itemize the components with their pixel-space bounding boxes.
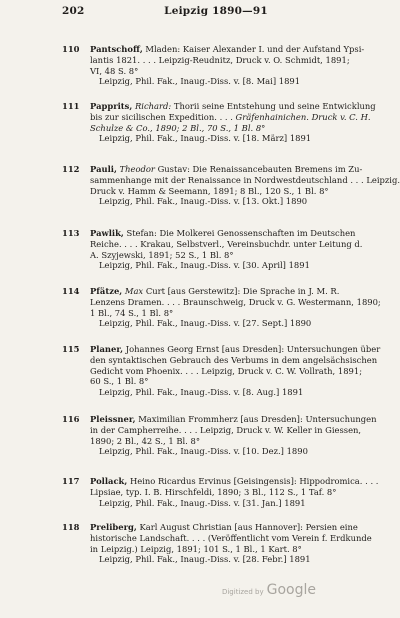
entry-author: Pleissner, [90,414,136,424]
bibliography-entry-113: 113 Pawlik, Stefan: Die Molkerei Genossenschaften im Deutschen Reiche. . . . Krakau, Selbstverl., Vereinsbuchdr. unter Leitung d. A. Szyjewski, 1891; 52 S., 1 Bl. 8° Leipzig, Phil. Fak., Inaug.-Diss. v. [30. April] 1891 [62,228,363,271]
running-title: Leipzig 1890—91 [164,5,268,17]
entry-author: Papprits, [90,101,133,111]
page-header [62,5,370,19]
entry-number: 112 [62,164,80,174]
bibliography-entry-118: 118 Preliberg, Karl August Christian [aus Hannover]: Persien eine historische Landschaft. . . . (Veröffentlicht vom Verein f. Erdkunde in Leipzig.) Leipzig, 1891; 101 S., 1 Bl., 1 Kart. 8° Leipzig, Phil. Fak., Inaug.-Diss. v. [28. Febr.] 1891 [62,522,372,565]
entry-number: 116 [62,414,80,424]
entry-number: 115 [62,344,80,354]
entry-number: 111 [62,101,80,111]
entry-number: 114 [62,286,80,296]
entry-author: Pantschoff, [90,44,143,54]
bibliography-entry-111: 111 Papprits, Richard: Thorii seine Entstehung und seine Entwicklung bis zur sicilischen Expedition. . . . Gräfenhainichen. Druck v. C. H. Schulze & Co., 1890; 2 Bl., 70 S., 1 Bl. 8° Leipzig, Phil. Fak., Inaug.-Diss. v. [18. März] 1891 [62,101,376,144]
entry-author: Preliberg, [90,522,137,532]
entry-number: 113 [62,228,80,238]
entry-author: Pollack, [90,476,128,486]
bibliography-entry-110: 110 Pantschoff, Mladen: Kaiser Alexander I. und der Aufstand Ypsi- lantis 1821. . . . Leipzig-Reudnitz, Druck v. O. Schmidt, 1891; VI, 48 S. 8° Leipzig, Phil. Fak., Inaug.-Diss. v. [8. Mai] 1891 [62,44,365,87]
entry-number: 118 [62,522,80,532]
entry-number: 110 [62,44,80,54]
entry-number: 117 [62,476,80,486]
google-logo: Google [266,582,316,598]
digitized-watermark: Digitized by Google [221,582,316,598]
bibliography-entry-117: 117 Pollack, Heino Ricardus Ervinus [Geisingensis]: Hippodromica. . . . Lipsiae, typ. I. B. Hirschfeldi, 1890; 3 Bl., 112 S., 1 Taf. 8° Leipzig, Phil. Fak., Inaug.-Diss. v. [31. Jan.] 1891 [62,476,379,508]
bibliography-entry-116: 116 Pleissner, Maximilian Frommherz [aus Dresden]: Untersuchungen in der Campherreihe. . . . Leipzig, Druck v. W. Keller in Giessen, 1890; 2 Bl., 42 S., 1 Bl. 8° Leipzig, Phil. Fak., Inaug.-Diss. v. [10. Dez.] 1890 [62,414,377,457]
entry-author: Pawlik, [90,228,124,238]
page-number: 202 [62,5,85,17]
bibliography-entry-112: 112 Pauli, Theodor Gustav: Die Renaissancebauten Bremens im Zu- sammenhange mit der Renaissance in Nordwestdeutschland . . . Leipzig. Druck v. Hamm & Seemann, 1891; 8 Bl., 120 S., 1 Bl. 8° Leipzig, Phil. Fak., Inaug.-Diss. v. [13. Okt.] 1890 [62,164,400,207]
entry-author: Pauli, [90,164,117,174]
entry-author: Pfätze, [90,286,123,296]
bibliography-entry-114: 114 Pfätze, Max Curt [aus Gerstewitz]: Die Sprache in J. M. R. Lenzens Dramen. . . . Braunschweig, Druck v. G. Westermann, 1890; 1 Bl., 74 S., 1 Bl. 8° Leipzig, Phil. Fak., Inaug.-Diss. v. [27. Sept.] 1890 [62,286,381,329]
entry-author: Planer, [90,344,124,354]
bibliography-entry-115: 115 Planer, Johannes Georg Ernst [aus Dresden]: Untersuchungen über den syntaktischen Gebrauch des Verbums in dem angelsächsischen Gedicht vom Phoenix. . . . Leipzig, Druck v. C. W. Vollrath, 1891; 60 S., 1 Bl. 8° Leipzig, Phil. Fak., Inaug.-Diss. v. [8. Aug.] 1891 [62,344,381,398]
